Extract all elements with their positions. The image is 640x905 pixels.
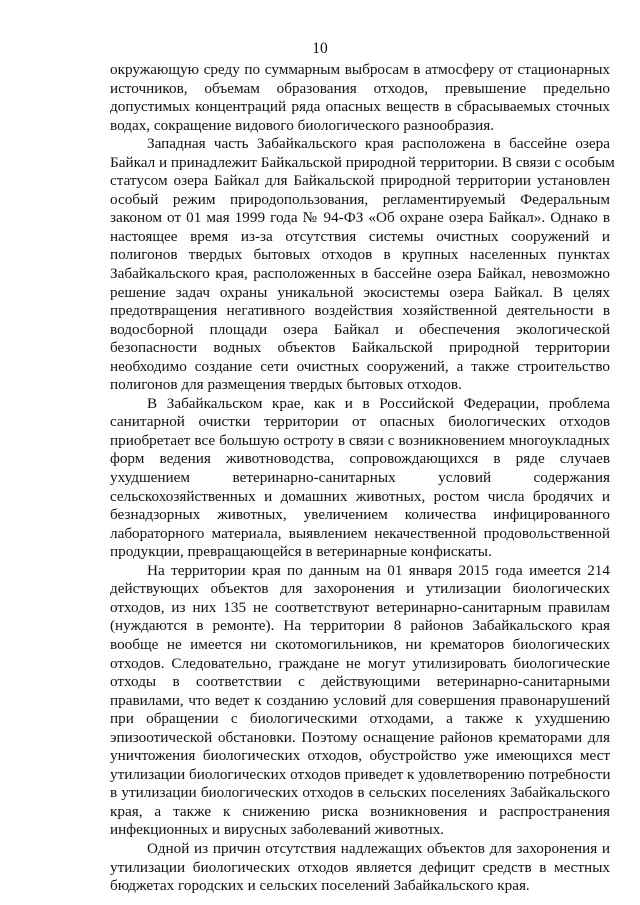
text-line: утилизации биологических отходов приведет к удовлетворению потребности <box>110 765 611 783</box>
text-line: в утилизации биологических отходов в сельских поселениях Забайкальского <box>110 784 610 802</box>
text-line: безнадзорных животных, увеличением количества инфицированного <box>110 506 610 524</box>
text-line: статусом озера Байкал для Байкальской природной территории установлен <box>110 172 610 190</box>
text-line: отходы в соответствии с действующими ветеринарно-санитарными <box>110 673 610 691</box>
text-line: Западная часть Забайкальского края расположена в бассейне озера <box>147 135 610 153</box>
text-line: водах, сокращение видового биологического разнообразия. <box>110 116 495 134</box>
paragraph <box>110 61 610 135</box>
text-line: (нуждаются в ремонте). На территории 8 районов Забайкальского края <box>110 617 610 635</box>
text-line: действующих объектов для захоронения и утилизации биологических <box>110 580 610 598</box>
text-line: источников, объемам образования отходов, превышение предельно <box>110 79 610 97</box>
paragraph <box>110 840 610 896</box>
text-line: Байкал и принадлежит Байкальской природной территории. В связи с особым <box>110 153 615 171</box>
text-line: продукции, превращающейся в ветеринарные конфискаты. <box>110 543 492 561</box>
text-line: В Забайкальском крае, как и в Российской Федерации, проблема <box>147 394 610 412</box>
text-line: Забайкальского края, расположенных в бассейне озера Байкал, невозможно <box>110 265 610 283</box>
text-line: настоящее время из-за отсутствия системы очистных сооружений и <box>110 227 610 245</box>
text-line: правилами, что ведет к созданию условий для совершения правонарушений <box>110 691 610 709</box>
text-line: полигонов твердых бытовых отходов в крупных населенных пунктах <box>110 246 610 264</box>
text-line: отходов, из них 135 не соответствуют ветеринарно-санитарным правилам <box>110 598 610 616</box>
text-line: безопасности водных объектов Байкальской природной территории <box>110 339 610 357</box>
text-line: вообще не имеется ни скотомогильников, ни крематоров биологических <box>110 635 610 653</box>
text-line: лабораторного материала, выявлением некачественной продовольственной <box>110 524 610 542</box>
body-text <box>110 61 615 896</box>
text-line: отходов. Следовательно, граждане не могут утилизировать биологические <box>110 654 610 672</box>
text-line: эпизоотической обстановки. Поэтому оснащение районов крематорами для <box>110 728 610 746</box>
text-line: Одной из причин отсутствия надлежащих объектов для захоронения и <box>147 839 610 857</box>
text-line: окружающую среду по суммарным выбросам в атмосферу от стационарных <box>110 61 610 78</box>
text-line: утилизации биологических отходов является дефицит средств в местных <box>110 858 610 876</box>
text-line: сельскохозяйственных и домашних животных, ростом числа бродячих и <box>110 487 610 505</box>
text-line: законом от 01 мая 1999 года № 94-ФЗ «Об охране озера Байкал». Однако в <box>110 209 610 227</box>
text-line: предотвращения негативного воздействия хозяйственной деятельности в <box>110 302 610 320</box>
text-line: при обращении с биологическими отходами, а также к ухудшению <box>110 710 610 728</box>
text-line: ухудшением ветеринарно-санитарных условий содержания <box>110 469 610 487</box>
text-line: форм ведения животноводства, сопровождающихся в ряде случаев <box>110 450 610 468</box>
page-number: 10 <box>312 40 328 57</box>
text-line: уничтожения биологических отходов, обустройство уже имеющихся мест <box>110 747 610 765</box>
text-line: особый режим природопользования, регламентируемый Федеральным <box>110 190 610 208</box>
text-line: допустимых концентраций ряда опасных веществ в сбрасываемых сточных <box>110 98 610 116</box>
text-line: бюджетах городских и сельских поселений Забайкальского края. <box>110 877 530 895</box>
text-line: края, а также к снижению риска возникновения и распространения <box>110 802 610 820</box>
text-line: приобретает все большую остроту в связи с возникновением многоукладных <box>110 431 610 449</box>
text-line: санитарной очистки территории от опасных биологических отходов <box>110 413 610 431</box>
paragraph <box>110 135 615 395</box>
paragraph <box>110 395 610 562</box>
text-line: полигонов для размещения твердых бытовых отходов. <box>110 376 462 394</box>
text-line: необходимо создание сети очистных сооружений, а также строительство <box>110 357 610 375</box>
text-line: На территории края по данным на 01 января 2015 года имеется 214 <box>147 561 610 579</box>
paragraph <box>110 562 610 840</box>
text-line: водосборной площади озера Байкал и обеспечения экологической <box>110 320 610 338</box>
text-line: инфекционных и вирусных заболеваний животных. <box>110 821 445 839</box>
text-line: решение задач охраны уникальной экосистемы озера Байкал. В целях <box>110 283 610 301</box>
